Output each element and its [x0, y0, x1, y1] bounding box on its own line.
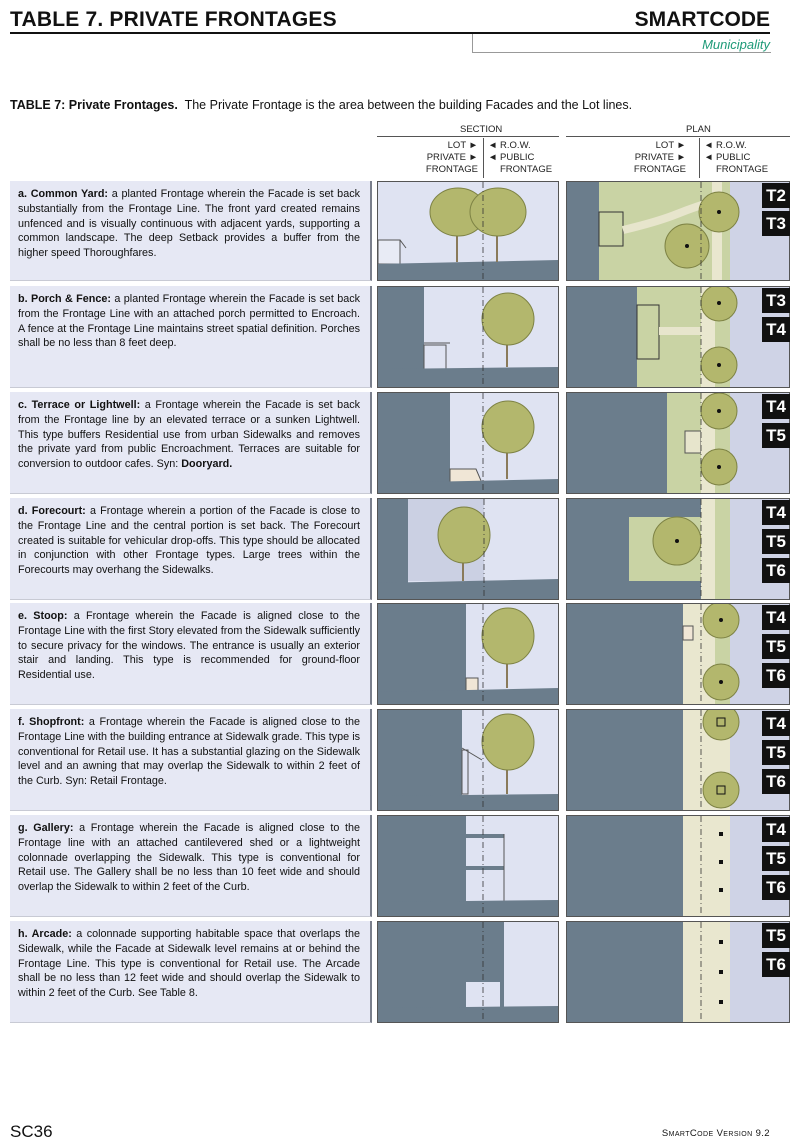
zone-badge: T6	[762, 769, 790, 794]
plan-diagram-arcade	[566, 921, 790, 1023]
frontage-desc-common-yard: a. Common Yard: a planted Frontage wherein the Facade is set back substantially from the Frontage Line. The front yard created remains unfenced and is visually continuous with adjacent yards, supporting a common landscape. The deep Setback provides a buffer from the higher speed Thoroughfares.	[10, 181, 372, 281]
frontage-desc-gallery: g. Gallery: a Frontage wherein the Facade is aligned close to the Frontage line with an attached cantilevered shed or a lightweight colonnade overlapping the Sidewalk. This type is conventional for Retail use. The Gallery shall be no less than 10 feet wide and should overlap the Sidewalk to within 2 feet of the Curb.	[10, 815, 372, 917]
zone-badge: T5	[762, 923, 790, 948]
section-diagram-common-yard	[377, 181, 559, 281]
zone-badge: T4	[762, 394, 790, 419]
zone-badge: T4	[762, 711, 790, 736]
section-diagram-stoop	[377, 603, 559, 705]
plan-row-labels: ◄ R.O.W. ◄ PUBLIC FRONTAGE	[704, 140, 769, 175]
section-diagram-forecourt	[377, 498, 559, 600]
section-row-labels: ◄ R.O.W. ◄ PUBLIC FRONTAGE	[488, 140, 553, 175]
section-diagram-terrace-lightwell	[377, 392, 559, 494]
frontage-desc-porch-fence: b. Porch & Fence: a planted Frontage wherein the Facade is set back from the Frontage Line with an attached porch permitted to Encroach. A fence at the Frontage Line maintains street spatial definition. Porches shall be no less than 8 feet deep.	[10, 286, 372, 388]
version-label: SmartCode Version 9.2	[661, 1128, 770, 1139]
plan-lot-labels: LOT ► PRIVATE ► FRONTAGE	[633, 140, 686, 175]
zone-badge: T5	[762, 846, 790, 871]
frontage-desc-forecourt: d. Forecourt: a Frontage wherein a portion of the Facade is close to the Frontage Line and the central portion is set back. The Forecourt created is suitable for vehicular drop-offs. This type should be allocated in conjunction with other Frontage types. Large trees within the Forecourts may overhang the Sidewalks.	[10, 498, 372, 600]
zone-badge: T5	[762, 634, 790, 659]
plan-diagram-gallery	[566, 815, 790, 917]
page-number: SC36	[10, 1122, 53, 1141]
section-diagram-gallery	[377, 815, 559, 917]
brand-title: SMARTCODE	[634, 8, 770, 31]
zone-badge: T3	[762, 211, 790, 236]
zone-badge: T4	[762, 317, 790, 342]
zone-badge: T5	[762, 423, 790, 448]
plan-label: PLAN	[686, 124, 711, 135]
section-diagram-shopfront	[377, 709, 559, 811]
plan-rule	[566, 136, 790, 137]
zone-badge: T6	[762, 558, 790, 583]
plan-diagram-terrace-lightwell	[566, 392, 790, 494]
zone-badge: T5	[762, 529, 790, 554]
section-lot-labels: LOT ► PRIVATE ► FRONTAGE	[425, 140, 478, 175]
section-diagram-arcade	[377, 921, 559, 1023]
plan-diagram-common-yard	[566, 181, 790, 281]
page-title: TABLE 7. PRIVATE FRONTAGES	[10, 8, 337, 31]
municipality-label: Municipality	[702, 37, 770, 52]
zone-badge: T4	[762, 605, 790, 630]
intro-bold: TABLE 7: Private Frontages.	[10, 98, 178, 112]
zone-badge: T2	[762, 183, 790, 208]
section-label: SECTION	[460, 124, 503, 135]
zone-badge: T6	[762, 875, 790, 900]
zone-badge: T3	[762, 288, 790, 313]
intro-body: The Private Frontage is the area between the building Facades and the Lot lines.	[184, 98, 633, 112]
intro-text	[10, 98, 632, 112]
frontage-desc-stoop: e. Stoop: a Frontage wherein the Facade is aligned close to the Frontage Line with the first Story elevated from the Sidewalk sufficiently to secure privacy for the windows. The entrance is usually an exterior stair and landing. This type is recommended for ground-floor Residential use.	[10, 603, 372, 705]
zone-badge: T4	[762, 500, 790, 525]
plan-diagram-shopfront	[566, 709, 790, 811]
zone-badge: T5	[762, 740, 790, 765]
plan-divider	[699, 138, 700, 178]
zone-badge: T6	[762, 663, 790, 688]
section-divider	[483, 138, 484, 178]
zone-badge: T6	[762, 952, 790, 977]
zone-badge: T4	[762, 817, 790, 842]
plan-diagram-forecourt	[566, 498, 790, 600]
frontage-desc-arcade: h. Arcade: a colonnade supporting habitable space that overlaps the Sidewalk, while the Facade at Sidewalk level remains at or behind the Frontage Line. This type is conventional for Retail use. The Arcade shall be no less than 12 feet wide and should overlap the Sidewalk to within 2 feet of the Curb. See Table 8.	[10, 921, 372, 1023]
frontage-desc-shopfront: f. Shopfront: a Frontage wherein the Facade is aligned close to the Frontage Line with the building entrance at Sidewalk grade. This type is conventional for Retail use. It has a substantial glazing on the Sidewalk level and an awning that may overlap the Sidewalk to within 2 feet of the Curb. Syn: Retail Frontage.	[10, 709, 372, 811]
plan-diagram-porch-fence	[566, 286, 790, 388]
plan-diagram-stoop	[566, 603, 790, 705]
frontage-desc-terrace-lightwell: c. Terrace or Lightwell: a Frontage wherein the Facade is set back from the Frontage line by an elevated terrace or a sunken Lightwell. This type buffers Residential use from urban Sidewalks and removes the private yard from public Encroachment. Terraces are suitable for conversion to outdoor cafes. Syn: Dooryard.	[10, 392, 372, 494]
section-rule	[377, 136, 559, 137]
section-diagram-porch-fence	[377, 286, 559, 388]
